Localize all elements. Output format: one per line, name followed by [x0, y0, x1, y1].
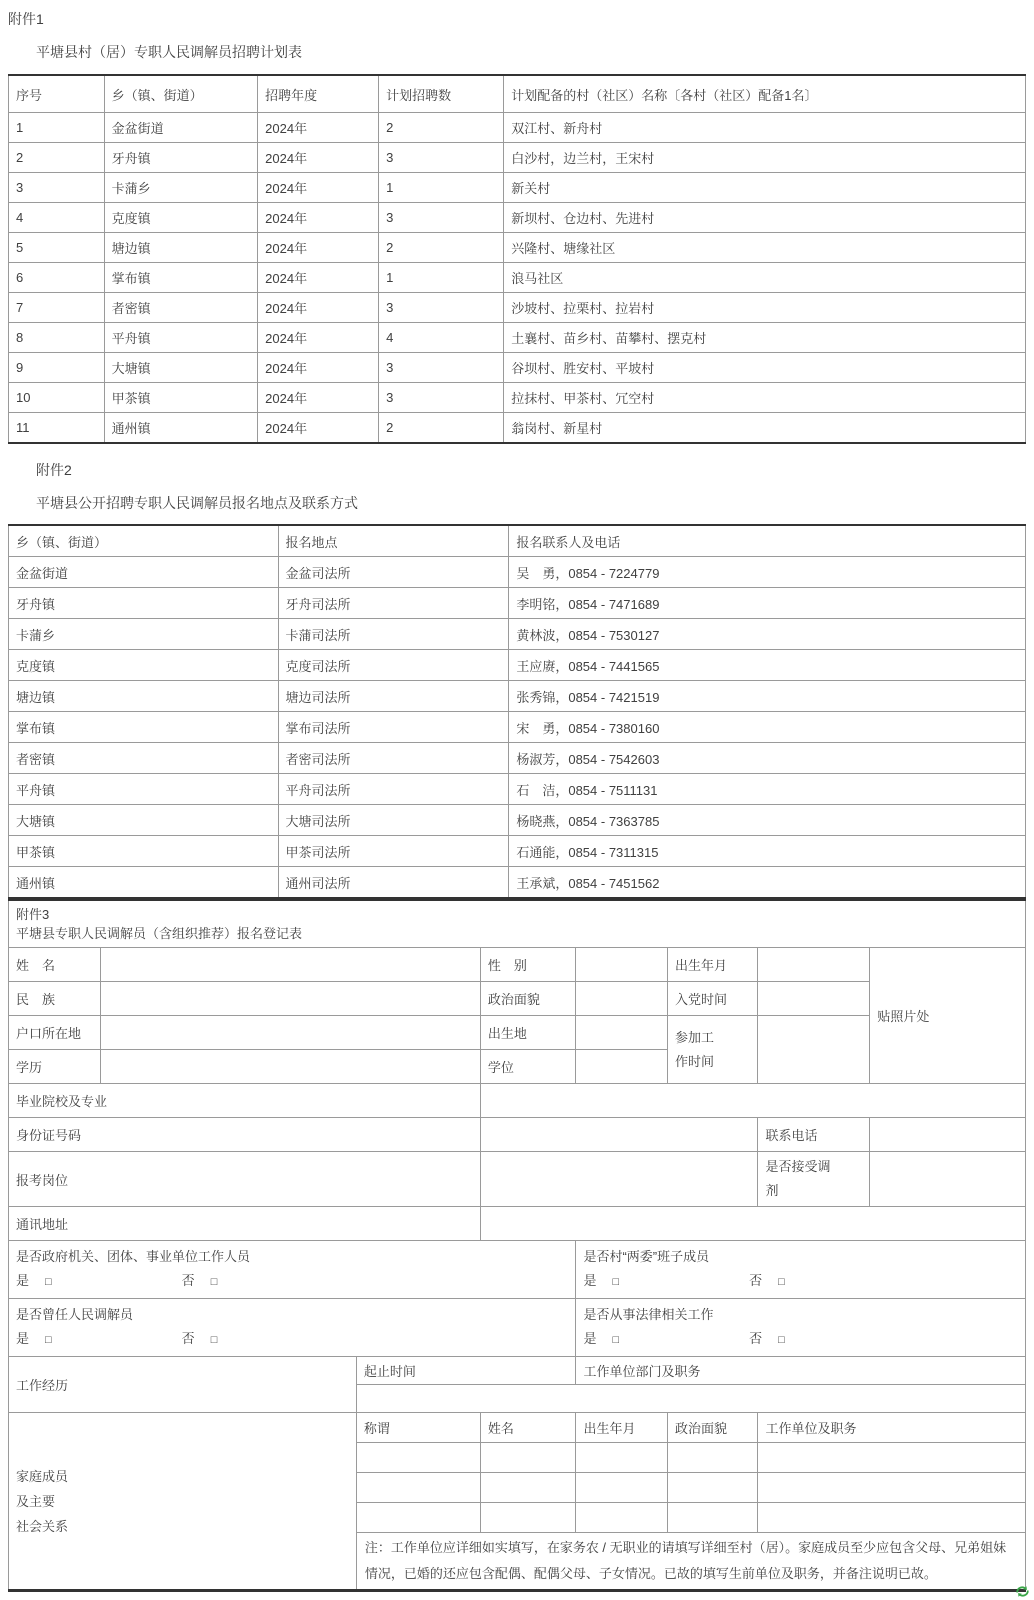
contact-cell-5-1: 掌布司法所 [278, 712, 509, 743]
recruitment-plan-cell-4-3: 2 [379, 233, 504, 263]
family-cell [356, 1443, 480, 1473]
contact-row-9 [9, 836, 1026, 867]
recruitment-plan-cell-5-4: 浪马社区 [504, 263, 1026, 293]
household-location-label: 户口所在地 [9, 1016, 101, 1050]
recruitment-plan-cell-0-0: 1 [9, 113, 105, 143]
ethnicity-value-cell [100, 982, 480, 1016]
recruitment-plan-row-6 [9, 293, 1026, 323]
recruitment-plan-header-4: 计划配备的村（社区）名称〔各村（社区）配备1名〕 [504, 75, 1026, 113]
recruitment-plan-cell-3-0: 4 [9, 203, 105, 233]
contact-cell-0-0: 金盆街道 [9, 557, 279, 588]
recruitment-plan-cell-2-0: 3 [9, 173, 105, 203]
recruitment-plan-cell-1-3: 3 [379, 143, 504, 173]
attachment3-label: 附件3 [16, 907, 50, 922]
accept-adjustment-label: 是否接受调剂 [758, 1152, 870, 1207]
contact-cell-3-0: 克度镇 [9, 650, 279, 681]
birth-date-label: 出生年月 [667, 948, 758, 982]
recruitment-plan-cell-6-4: 沙坡村、拉栗村、拉岩村 [504, 293, 1026, 323]
q-government-cell [9, 1241, 576, 1299]
family-cell [356, 1503, 480, 1533]
recruitment-plan-cell-3-3: 3 [379, 203, 504, 233]
recruitment-plan-cell-9-4: 拉抹村、甲茶村、冗空村 [504, 383, 1026, 413]
recruitment-plan-cell-0-3: 2 [379, 113, 504, 143]
family-cell [576, 1473, 668, 1503]
recruitment-plan-cell-7-3: 4 [379, 323, 504, 353]
contact-cell-5-0: 掌布镇 [9, 712, 279, 743]
family-cell [758, 1443, 1026, 1473]
birthplace-label: 出生地 [480, 1016, 576, 1050]
q-former-mediator-question: 是否曾任人民调解员 [16, 1307, 134, 1322]
gender-value-cell [576, 948, 668, 982]
contact-cell-0-2: 吴 勇，0854 - 7224779 [509, 557, 1026, 588]
recruitment-plan-row-3 [9, 203, 1026, 233]
q-village-committee-options: 是 □ 否 □ [583, 1273, 785, 1288]
family-cell [356, 1473, 480, 1503]
contact-cell-6-2: 杨淑芳，0854 - 7542603 [509, 743, 1026, 774]
yes-checkbox: □ [612, 1334, 620, 1346]
q-legal-work-cell [576, 1299, 1026, 1357]
recruitment-plan-cell-5-3: 1 [379, 263, 504, 293]
id-number-value-cell [480, 1118, 758, 1152]
contact-row-0 [9, 557, 1026, 588]
contact-table [8, 524, 1026, 899]
contact-row-1 [9, 588, 1026, 619]
degree-label: 学位 [480, 1050, 576, 1084]
family-cell [576, 1503, 668, 1533]
contact-cell-7-0: 平舟镇 [9, 774, 279, 805]
recruitment-plan-cell-6-1: 者密镇 [104, 293, 258, 323]
recruitment-plan-header-3: 计划招聘数 [379, 75, 504, 113]
phone-label: 联系电话 [758, 1118, 870, 1152]
form-row-school [9, 1084, 1026, 1118]
family-cell [480, 1443, 576, 1473]
contact-cell-3-1: 克度司法所 [278, 650, 509, 681]
contact-cell-8-1: 大塘司法所 [278, 805, 509, 836]
recruitment-plan-cell-1-0: 2 [9, 143, 105, 173]
contact-cell-1-1: 牙舟司法所 [278, 588, 509, 619]
q-government-options: 是 □ 否 □ [16, 1273, 218, 1288]
family-cell [667, 1443, 758, 1473]
recruitment-plan-cell-8-2: 2024年 [258, 353, 379, 383]
form-title-row [9, 900, 1026, 948]
school-major-value-cell [480, 1084, 1025, 1118]
recruitment-plan-cell-1-4: 白沙村，边兰村，王宋村 [504, 143, 1026, 173]
recruitment-plan-cell-8-0: 9 [9, 353, 105, 383]
form-row-family-header [9, 1413, 1026, 1443]
contact-header-0: 乡（镇、街道） [9, 525, 279, 557]
recruitment-plan-cell-10-4: 翁岗村、新星村 [504, 413, 1026, 444]
political-status-value-cell [576, 982, 668, 1016]
contact-cell-7-1: 平舟司法所 [278, 774, 509, 805]
recruitment-plan-cell-7-2: 2024年 [258, 323, 379, 353]
yes-checkbox: □ [45, 1276, 52, 1288]
corner-green-icon [1015, 1585, 1030, 1598]
contact-cell-3-2: 王应赓，0854 - 7441565 [509, 650, 1026, 681]
applied-position-label: 报考岗位 [9, 1152, 481, 1207]
q-former-mediator-options: 是 □ 否 □ [16, 1331, 218, 1346]
registration-form-table [8, 899, 1026, 1592]
recruitment-plan-row-1 [9, 143, 1026, 173]
attachment1-title: 平塘县村（居）专职人民调解员招聘计划表 [36, 44, 302, 60]
contact-cell-0-1: 金盆司法所 [278, 557, 509, 588]
q-government-question: 是否政府机关、团体、事业单位工作人员 [16, 1249, 251, 1264]
contact-row-8 [9, 805, 1026, 836]
form-row-name [9, 948, 1026, 982]
recruitment-plan-cell-5-0: 6 [9, 263, 105, 293]
attachment3-title-cell [9, 900, 1026, 948]
contact-cell-1-2: 李明铭，0854 - 7471689 [509, 588, 1026, 619]
form-note: 注：工作单位应详细如实填写，在家务农 / 无职业的请填写详细至村（居）。家庭成员至少应包含父母、兄弟姐妹情况，已婚的还应包含配偶、配偶父母、子女情况。已故的填写生前单位及职务，并备注说明已故。 [356, 1533, 1025, 1591]
recruitment-plan-row-9 [9, 383, 1026, 413]
contact-row-3 [9, 650, 1026, 681]
family-cell [758, 1503, 1026, 1533]
contact-cell-9-0: 甲茶镇 [9, 836, 279, 867]
mailing-address-value-cell [480, 1207, 1025, 1241]
gender-label: 性 别 [480, 948, 576, 982]
recruitment-plan-cell-1-2: 2024年 [258, 143, 379, 173]
family-cell [480, 1473, 576, 1503]
photo-area-cell: 贴照片处 [870, 948, 1026, 1084]
recruitment-plan-row-4 [9, 233, 1026, 263]
recruitment-plan-cell-2-2: 2024年 [258, 173, 379, 203]
household-location-value-cell [100, 1016, 480, 1050]
phone-value-cell [870, 1118, 1026, 1152]
contact-cell-10-2: 王承斌，0854 - 7451562 [509, 867, 1026, 899]
form-row-position [9, 1152, 1026, 1207]
yes-checkbox: □ [45, 1334, 52, 1346]
work-start-time-value-cell [758, 1016, 870, 1084]
recruitment-plan-cell-0-2: 2024年 [258, 113, 379, 143]
education-label: 学历 [9, 1050, 101, 1084]
time-period-header: 起止时间 [356, 1357, 576, 1385]
recruitment-plan-cell-3-1: 克度镇 [104, 203, 258, 233]
recruitment-plan-cell-8-1: 大塘镇 [104, 353, 258, 383]
recruitment-plan-cell-4-4: 兴隆村、塘缘社区 [504, 233, 1026, 263]
family-header-name: 姓名 [480, 1413, 576, 1443]
family-header-birth: 出生年月 [576, 1413, 668, 1443]
contact-cell-7-2: 石 洁，0854 - 7511131 [509, 774, 1026, 805]
recruitment-plan-cell-5-2: 2024年 [258, 263, 379, 293]
recruitment-plan-row-0 [9, 113, 1026, 143]
contact-cell-5-2: 宋 勇，0854 - 7380160 [509, 712, 1026, 743]
recruitment-plan-cell-2-4: 新关村 [504, 173, 1026, 203]
contact-row-7 [9, 774, 1026, 805]
accept-adjustment-value-cell [870, 1152, 1026, 1207]
recruitment-plan-cell-9-3: 3 [379, 383, 504, 413]
mailing-address-label: 通讯地址 [9, 1207, 481, 1241]
applied-position-value-cell [480, 1152, 758, 1207]
education-value-cell [100, 1050, 480, 1084]
degree-value-cell [576, 1050, 668, 1084]
family-header-relation: 称谓 [356, 1413, 480, 1443]
contact-cell-10-0: 通州镇 [9, 867, 279, 899]
id-number-label: 身份证号码 [9, 1118, 481, 1152]
contact-row-6 [9, 743, 1026, 774]
family-members-label: 家庭成员 及主要 社会关系 [9, 1413, 357, 1591]
attachment2-label: 附件2 [36, 462, 72, 478]
yes-checkbox: □ [612, 1276, 620, 1288]
recruitment-plan-row-2 [9, 173, 1026, 203]
recruitment-plan-cell-0-1: 金盆街道 [104, 113, 258, 143]
recruitment-plan-row-10 [9, 413, 1026, 444]
recruitment-plan-cell-7-1: 平舟镇 [104, 323, 258, 353]
contact-row-5 [9, 712, 1026, 743]
q-village-committee-question: 是否村“两委”班子成员 [583, 1249, 710, 1264]
family-cell [576, 1443, 668, 1473]
recruitment-plan-row-8 [9, 353, 1026, 383]
ethnicity-label: 民 族 [9, 982, 101, 1016]
recruitment-plan-cell-10-3: 2 [379, 413, 504, 444]
form-row-address [9, 1207, 1026, 1241]
recruitment-plan-cell-4-2: 2024年 [258, 233, 379, 263]
recruitment-plan-table [8, 74, 1026, 444]
recruitment-plan-header-1: 乡（镇、街道） [104, 75, 258, 113]
q-former-mediator-cell [9, 1299, 576, 1357]
contact-cell-4-1: 塘边司法所 [278, 681, 509, 712]
recruitment-plan-cell-9-2: 2024年 [258, 383, 379, 413]
recruitment-plan-cell-2-1: 卡蒲乡 [104, 173, 258, 203]
name-value-cell [100, 948, 480, 982]
birthplace-value-cell [576, 1016, 668, 1050]
recruitment-plan-header-0: 序号 [9, 75, 105, 113]
attachment1-label: 附件1 [8, 11, 44, 27]
contact-cell-6-0: 者密镇 [9, 743, 279, 774]
attachment2-title: 平塘县公开招聘专职人民调解员报名地点及联系方式 [36, 495, 358, 511]
contact-cell-8-2: 杨晓燕，0854 - 7363785 [509, 805, 1026, 836]
recruitment-plan-cell-7-0: 8 [9, 323, 105, 353]
family-header-work-unit: 工作单位及职务 [758, 1413, 1026, 1443]
contact-row-2 [9, 619, 1026, 650]
contact-cell-4-2: 张秀锦，0854 - 7421519 [509, 681, 1026, 712]
attachment3-title: 平塘县专职人民调解员（含组织推荐）报名登记表 [16, 926, 303, 941]
party-join-time-value-cell [758, 982, 870, 1016]
recruitment-plan-header-row [9, 75, 1026, 113]
work-unit-dept-header: 工作单位部门及职务 [576, 1357, 1026, 1385]
recruitment-plan-cell-7-4: 土襄村、苗乡村、苗攀村、摆克村 [504, 323, 1026, 353]
political-status-label: 政治面貌 [480, 982, 576, 1016]
recruitment-plan-cell-9-1: 甲茶镇 [104, 383, 258, 413]
birth-date-value-cell [758, 948, 870, 982]
recruitment-plan-cell-2-3: 1 [379, 173, 504, 203]
no-checkbox: □ [210, 1276, 218, 1288]
school-major-label: 毕业院校及专业 [9, 1084, 481, 1118]
recruitment-plan-cell-6-2: 2024年 [258, 293, 379, 323]
contact-row-10 [9, 867, 1026, 899]
recruitment-plan-cell-8-3: 3 [379, 353, 504, 383]
form-row-id [9, 1118, 1026, 1152]
no-checkbox: □ [778, 1276, 785, 1288]
work-experience-label: 工作经历 [9, 1357, 357, 1413]
form-row-q2 [9, 1299, 1026, 1357]
recruitment-plan-cell-6-3: 3 [379, 293, 504, 323]
form-row-work-exp-header [9, 1357, 1026, 1385]
contact-header-1: 报名地点 [278, 525, 509, 557]
contact-cell-2-0: 卡蒲乡 [9, 619, 279, 650]
work-experience-blank-cell [356, 1385, 1025, 1413]
recruitment-plan-header-2: 招聘年度 [258, 75, 379, 113]
contact-cell-4-0: 塘边镇 [9, 681, 279, 712]
recruitment-plan-cell-8-4: 谷坝村、胜安村、平坡村 [504, 353, 1026, 383]
contact-cell-2-1: 卡蒲司法所 [278, 619, 509, 650]
recruitment-plan-cell-1-1: 牙舟镇 [104, 143, 258, 173]
no-checkbox: □ [210, 1334, 218, 1346]
recruitment-plan-cell-4-0: 5 [9, 233, 105, 263]
family-cell [758, 1473, 1026, 1503]
recruitment-plan-row-5 [9, 263, 1026, 293]
contact-cell-2-2: 黄林波，0854 - 7530127 [509, 619, 1026, 650]
recruitment-plan-cell-0-4: 双江村、新舟村 [504, 113, 1026, 143]
contact-row-4 [9, 681, 1026, 712]
recruitment-plan-cell-10-1: 通州镇 [104, 413, 258, 444]
contact-header-row [9, 525, 1026, 557]
q-village-committee-cell [576, 1241, 1026, 1299]
family-cell [480, 1503, 576, 1533]
contact-cell-9-1: 甲茶司法所 [278, 836, 509, 867]
recruitment-plan-cell-9-0: 10 [9, 383, 105, 413]
recruitment-plan-cell-3-2: 2024年 [258, 203, 379, 233]
party-join-time-label: 入党时间 [667, 982, 758, 1016]
q-legal-work-options: 是 □ 否 □ [583, 1331, 785, 1346]
recruitment-plan-cell-4-1: 塘边镇 [104, 233, 258, 263]
recruitment-plan-row-7 [9, 323, 1026, 353]
contact-cell-1-0: 牙舟镇 [9, 588, 279, 619]
work-start-time-label: 参加工作时间 [667, 1016, 758, 1084]
q-legal-work-question: 是否从事法律相关工作 [583, 1307, 714, 1322]
contact-cell-9-2: 石通能，0854 - 7311315 [509, 836, 1026, 867]
family-cell [667, 1503, 758, 1533]
recruitment-plan-cell-5-1: 掌布镇 [104, 263, 258, 293]
family-header-politics: 政治面貌 [667, 1413, 758, 1443]
no-checkbox: □ [778, 1334, 785, 1346]
recruitment-plan-cell-10-0: 11 [9, 413, 105, 444]
contact-header-2: 报名联系人及电话 [509, 525, 1026, 557]
form-row-q1 [9, 1241, 1026, 1299]
recruitment-plan-cell-10-2: 2024年 [258, 413, 379, 444]
name-label: 姓 名 [9, 948, 101, 982]
recruitment-plan-cell-6-0: 7 [9, 293, 105, 323]
family-cell [667, 1473, 758, 1503]
contact-cell-10-1: 通州司法所 [278, 867, 509, 899]
contact-cell-8-0: 大塘镇 [9, 805, 279, 836]
recruitment-plan-cell-3-4: 新坝村、仓边村、先进村 [504, 203, 1026, 233]
contact-cell-6-1: 者密司法所 [278, 743, 509, 774]
